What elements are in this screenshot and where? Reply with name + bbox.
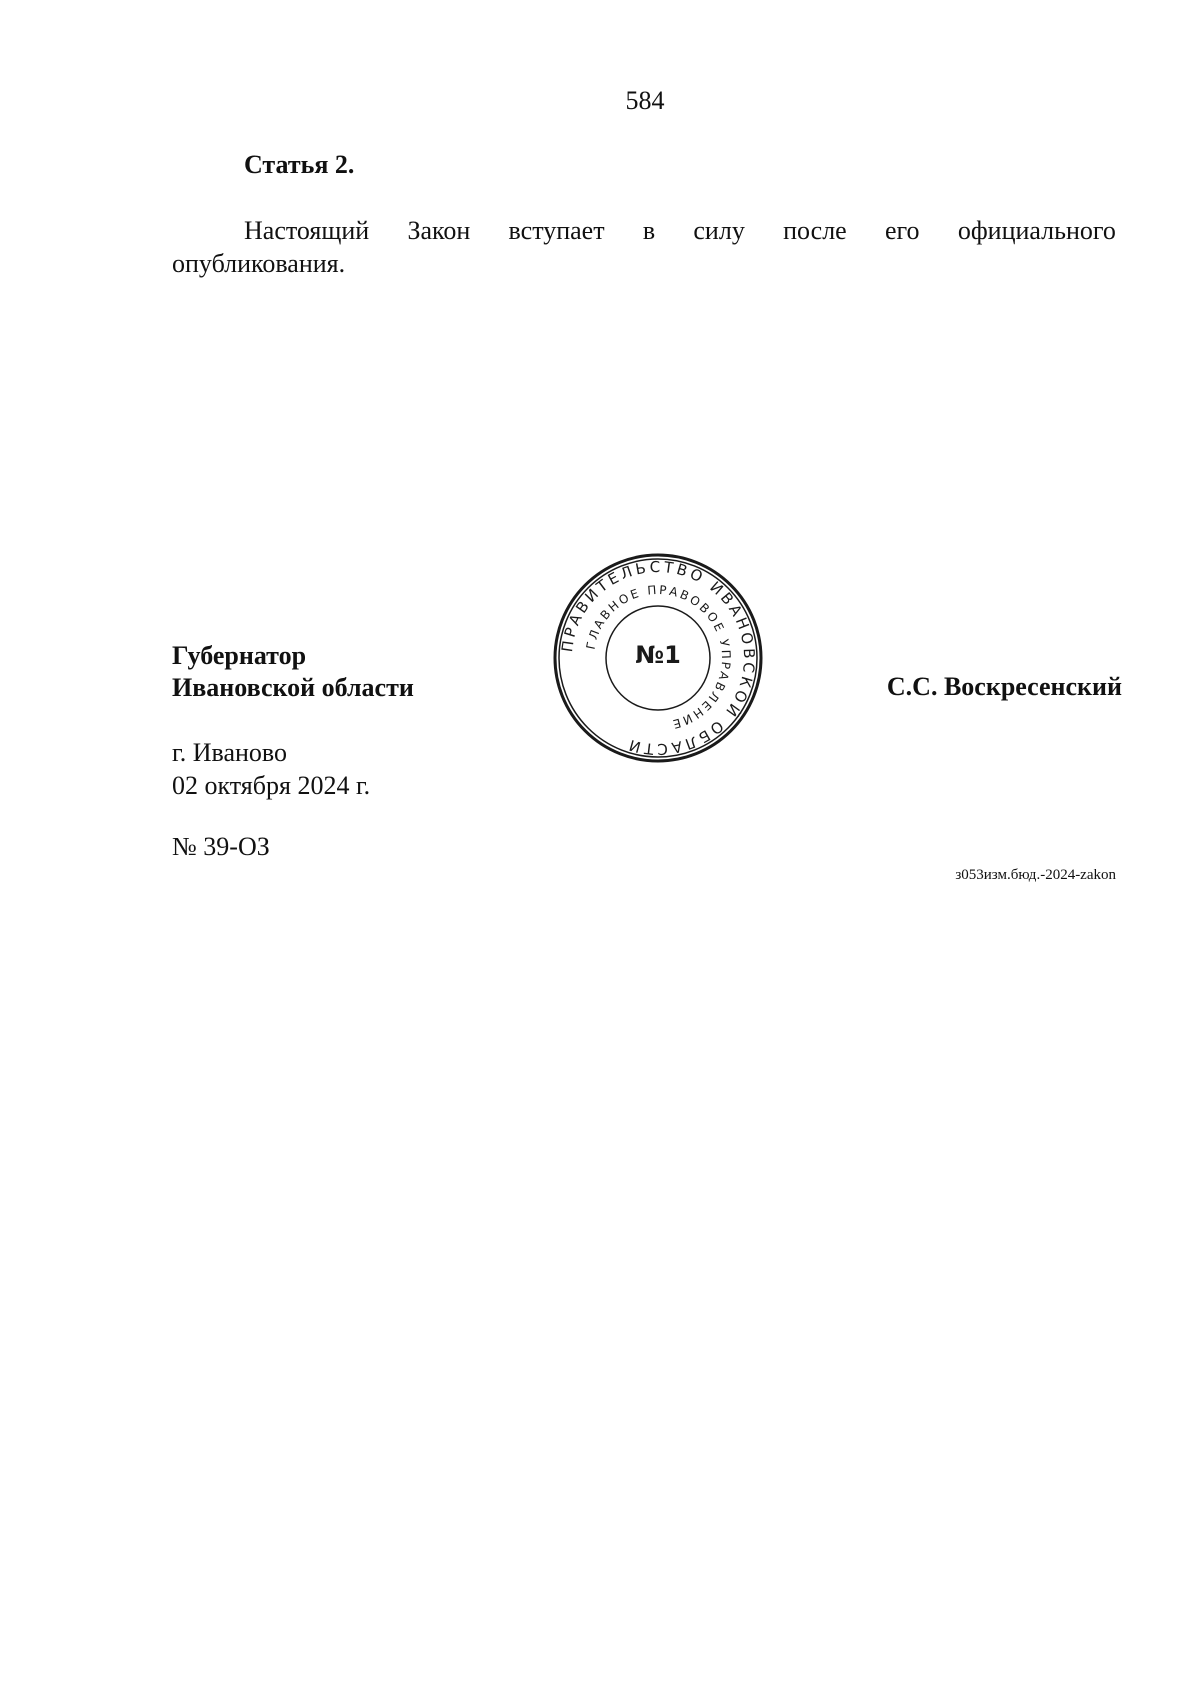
signatory-title-line-1: Губернатор: [172, 641, 307, 670]
paragraph-word: силу: [693, 216, 745, 245]
paragraph-word: после: [783, 216, 847, 245]
paragraph-word: Настоящий: [244, 216, 370, 245]
official-stamp: [552, 552, 764, 764]
paragraph-line-2: опубликования.: [172, 249, 346, 278]
page-number: 584: [625, 86, 665, 115]
paragraph-word: его: [884, 216, 920, 245]
signatory-title-line-2: Ивановской области: [172, 673, 414, 702]
paragraph-word: официального: [957, 216, 1116, 245]
signatory-name: С.С. Воскресенский: [886, 672, 1122, 701]
paragraph-word: вступает: [508, 216, 605, 245]
stamp-center-number: №1: [635, 641, 681, 669]
article-heading: Статья 2.: [244, 150, 355, 179]
city: г. Иваново: [172, 738, 287, 767]
file-reference: з053изм.бюд.-2024-zakon: [955, 867, 1116, 883]
date: 02 октября 2024 г.: [172, 771, 371, 800]
signatory-title: [172, 640, 414, 704]
paragraph-line-1: [172, 214, 1116, 247]
stamp-outer-text: ПРАВИТЕЛЬСТВО ИВАНОВСКОЙ ОБЛАСТИ: [558, 557, 759, 759]
paragraph-word: в: [642, 216, 656, 245]
place-and-date: [172, 736, 370, 802]
stamp-inner-text: ГЛАВНОЕ ПРАВОВОЕ УПРАВЛЕНИЕ: [583, 582, 734, 732]
law-number: № 39-ОЗ: [172, 832, 270, 861]
paragraph-word: Закон: [407, 216, 471, 245]
article-paragraph: [172, 214, 1116, 280]
